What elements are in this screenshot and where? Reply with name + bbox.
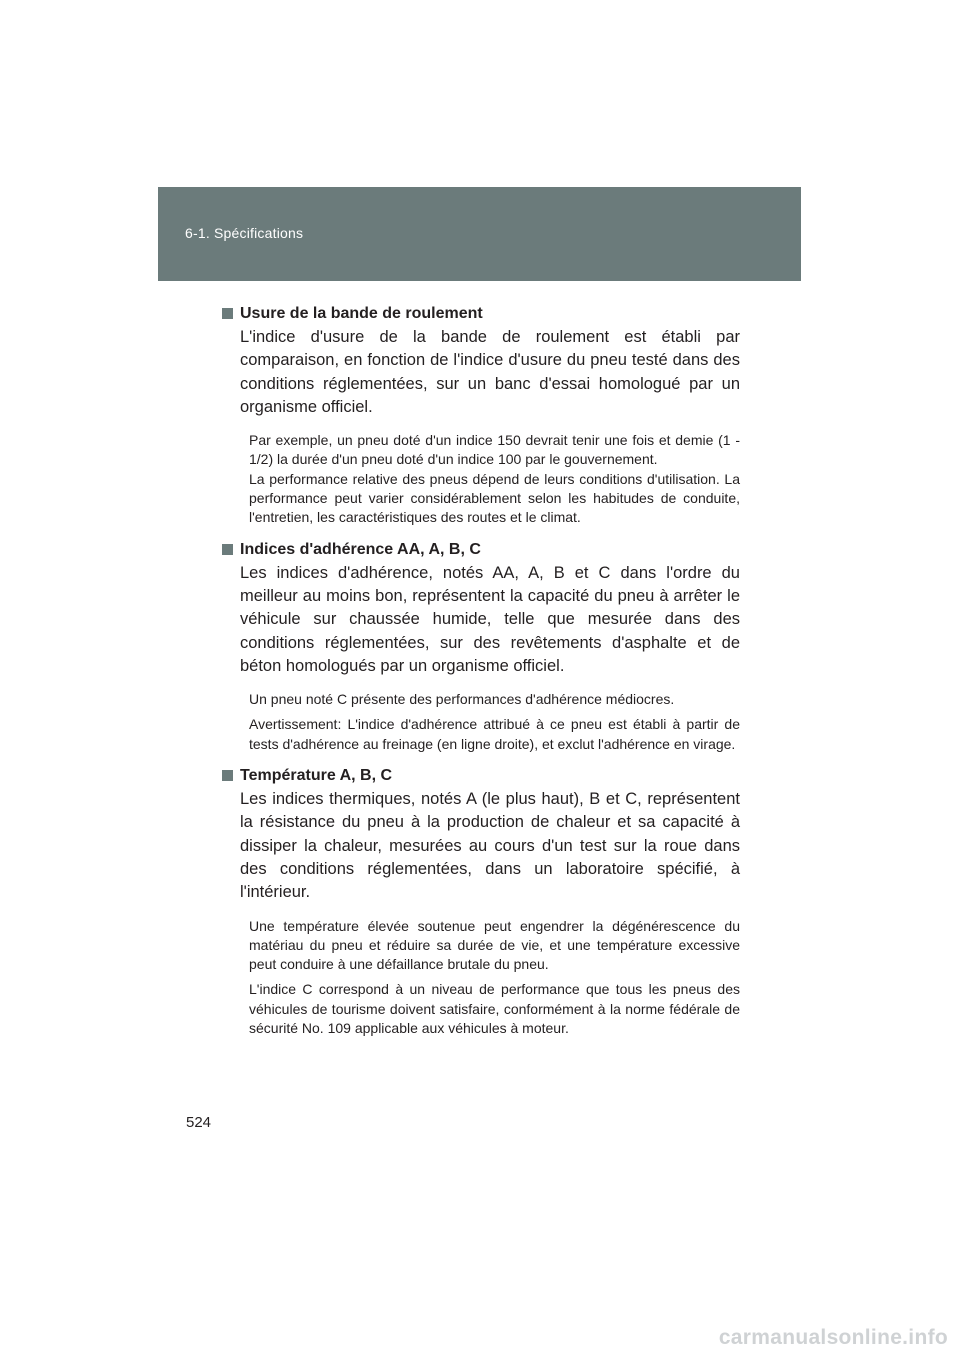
note xyxy=(249,715,740,754)
section-label: 6-1. Spécifications xyxy=(185,225,304,241)
section-heading: Usure de la bande de roulement xyxy=(222,302,740,326)
section-header-band xyxy=(158,187,801,281)
section-body: Les indices d'adhérence, notés AA, A, B et C dans l'ordre du meilleur au moins bon, représentent la capacité du pneu à arrêter le véhicule sur chaussée humide, telle que mesurée dans des conditions réglementées, sur des revêtements d'asphalte et de béton homologués par un organisme officiel. xyxy=(240,563,740,675)
note-paragraph: L'indice C correspond à un niveau de performance que tous les pneus des véhicules de tourisme doivent satisfaire, conformément à la norme fédérale de sécurité No. 109 applicable aux véhicules à moteur. xyxy=(249,981,740,1037)
page-number: 524 xyxy=(186,1114,212,1131)
watermark: carmanualsonline.info xyxy=(718,1326,948,1349)
page-content xyxy=(222,302,740,1048)
square-bullet-icon xyxy=(222,544,233,555)
section-temperature xyxy=(222,764,740,1038)
section-body: L'indice d'usure de la bande de roulement est établi par comparaison, en fonction de l'indice d'usure du pneu testé dans des conditions réglementées, sur un banc d'essai homologué par un organisme officiel. xyxy=(240,328,740,416)
section-body: Les indices thermiques, notés A (le plus haut), B et C, représentent la résistance du pneu à la production de chaleur et sa capacité à dissiper la chaleur, mesurées au cours d'un test sur la roue dans des conditions réglementées, dans un laboratoire spécifié, à l'intérieur. xyxy=(240,790,740,902)
section-heading: Température A, B, C xyxy=(222,764,740,788)
section-heading: Indices d'adhérence AA, A, B, C xyxy=(222,538,740,562)
note xyxy=(249,431,740,527)
note-paragraph: Une température élevée soutenue peut engendrer la dégénérescence du matériau du pneu et réduire sa durée de vie, et une température excessive peut conduire à une défaillance brutale du pneu. xyxy=(249,917,740,973)
section-traction xyxy=(222,538,740,754)
note xyxy=(249,980,740,1038)
square-bullet-icon xyxy=(222,770,233,781)
square-bullet-icon xyxy=(222,308,233,319)
section-tread-wear xyxy=(222,302,740,528)
note xyxy=(249,690,740,709)
note-paragraph: Un pneu noté C présente des performances d'adhérence médiocres. xyxy=(249,691,675,708)
note xyxy=(249,917,740,975)
note-paragraph: Avertissement: L'indice d'adhérence attribué à ce pneu est établi à partir de tests d'adhérence au freinage (en ligne droite), et exclut l'adhérence en virage. xyxy=(249,716,740,752)
note-paragraph: Par exemple, un pneu doté d'un indice 150 devrait tenir une fois et demie (1 - 1/2) la durée d'un pneu doté d'un indice 100 par le gouvernement. xyxy=(249,432,740,468)
note-paragraph: La performance relative des pneus dépend de leurs conditions d'utilisation. La performance peut varier considérablement selon les habitudes de conduite, l'entretien, les caractéristiques des routes et le climat. xyxy=(249,470,740,526)
